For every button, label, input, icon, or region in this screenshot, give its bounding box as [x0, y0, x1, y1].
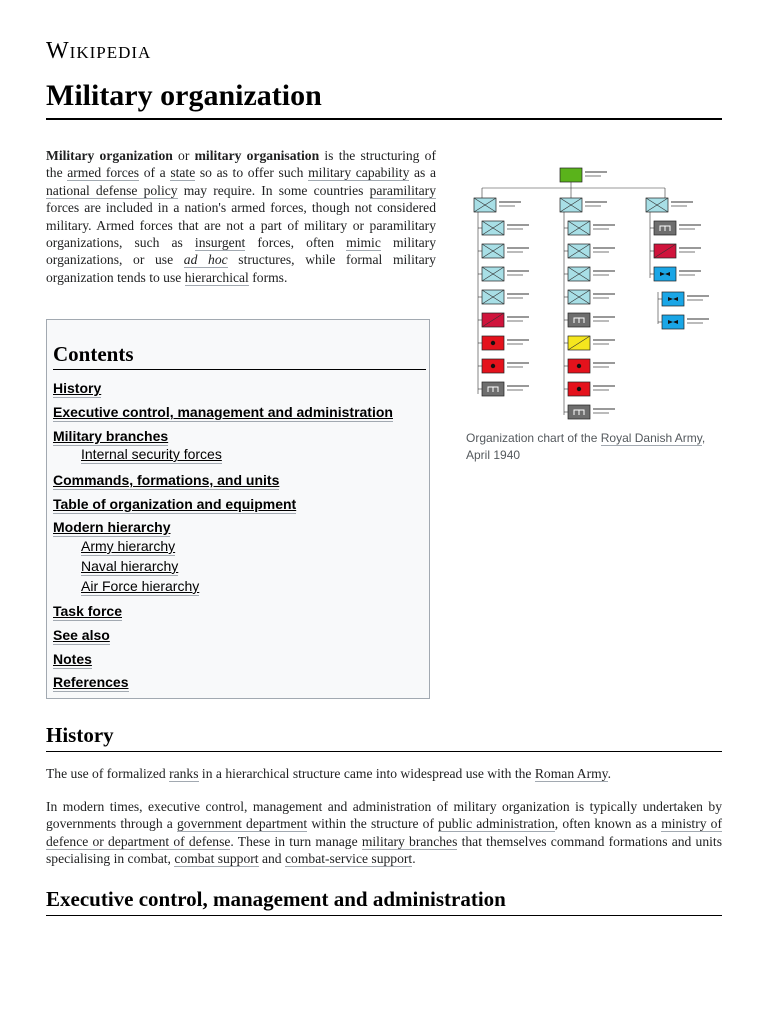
toc-title: Contents: [53, 342, 426, 370]
caption-prefix: Organization chart of the: [466, 431, 601, 445]
text-run: of a: [139, 165, 171, 181]
history-paragraph-1: [46, 765, 722, 782]
text-run: In modern times, executive control, management and administration of military organization is typically undertaken by governments through a: [46, 799, 722, 832]
text-run: in a hierarchical structure came into widespread use with the: [198, 766, 535, 781]
section-heading-history: History: [46, 722, 722, 752]
inline-link-mimic[interactable]: mimic: [346, 235, 381, 251]
bold-term: military organisation: [194, 148, 320, 163]
text-run: so as to offer such: [195, 165, 309, 181]
text-run: forms.: [248, 269, 288, 285]
figure-caption: [466, 430, 706, 464]
inline-link-military-branches[interactable]: military branches: [361, 833, 458, 849]
section-heading-executive-control: Executive control, management and administration: [46, 886, 722, 916]
text-run: as a: [409, 165, 436, 181]
toc-item-military-branches[interactable]: Military branches: [53, 428, 169, 444]
toc-item-notes[interactable]: Notes: [53, 651, 92, 667]
text-run: may require. In some countries: [177, 182, 370, 198]
inline-link-combat-support[interactable]: combat support: [174, 851, 259, 867]
text-run: and: [258, 851, 285, 867]
inline-link-combat-service-support[interactable]: combat-service support: [285, 851, 413, 867]
inline-link-state[interactable]: state: [170, 165, 196, 181]
inline-link-government-department[interactable]: government department: [176, 816, 308, 832]
text-run: .: [607, 766, 611, 781]
inline-link-ranks[interactable]: ranks: [169, 766, 199, 781]
inline-link-hierarchical[interactable]: hierarchical: [184, 269, 249, 285]
toc-item-see-also[interactable]: See also: [53, 627, 110, 643]
org-chart-image: [466, 160, 722, 426]
inline-link-military-capability[interactable]: military capability: [308, 165, 410, 181]
inline-link-roman-army[interactable]: Roman Army: [534, 766, 608, 781]
inline-link-insurgent[interactable]: insurgent: [194, 235, 246, 251]
toc-item-modern-hierarchy[interactable]: Modern hierarchy: [53, 519, 171, 535]
inline-link-paramilitary[interactable]: paramilitary: [369, 182, 436, 198]
inline-link-ministry-of-defence-or-department-of-defense[interactable]: ministry of defence or department of defense: [46, 816, 722, 849]
inline-link-national-defense-policy[interactable]: national defense policy: [46, 182, 178, 198]
text-run: that themselves command formations and units specialising in combat,: [46, 833, 722, 867]
bold-term: Military organization: [46, 148, 173, 163]
text-run: is the structuring of the: [46, 148, 437, 181]
text-run: , often known as a: [554, 816, 662, 832]
toc-item-history[interactable]: History: [53, 380, 102, 396]
text-run: forces, often: [245, 235, 347, 251]
text-run: structures, while formal military organization tends to use: [46, 252, 436, 285]
text-run: .: [412, 851, 416, 867]
table-of-contents: [46, 319, 430, 699]
toc-item-references[interactable]: References: [53, 674, 129, 690]
caption-suffix: , April 1940: [466, 431, 706, 462]
toc-item-table-of-organization-and-equipment[interactable]: Table of organization and equipment: [53, 496, 297, 512]
text-run: . These in turn manage: [230, 833, 362, 849]
toc-item-executive-control-management-and-administration[interactable]: Executive control, management and administration: [53, 404, 393, 420]
text-run: or: [172, 148, 195, 163]
text-run: military organizations, or use: [46, 235, 437, 268]
toc-item-task-force[interactable]: Task force: [53, 603, 122, 619]
inline-link-public-administration[interactable]: public administration: [438, 816, 555, 832]
toc-item-internal-security-forces[interactable]: Internal security forces: [81, 446, 222, 462]
text-run: within the structure of: [307, 816, 439, 832]
chart-node-general-command: [560, 168, 582, 182]
toc-item-army-hierarchy[interactable]: Army hierarchy: [81, 538, 176, 554]
inline-link-ad-hoc[interactable]: ad hoc: [183, 252, 228, 268]
org-chart-figure[interactable]: [466, 160, 722, 426]
caption-link-royal-danish-army[interactable]: Royal Danish Army: [600, 431, 702, 445]
wikipedia-wordmark[interactable]: Wikipedia: [46, 38, 152, 64]
page-title: Military organization: [46, 78, 722, 120]
intro-paragraph: [46, 147, 436, 286]
toc-item-naval-hierarchy[interactable]: Naval hierarchy: [81, 558, 179, 574]
text-run: The use of formalized: [46, 766, 170, 781]
toc-item-air-force-hierarchy[interactable]: Air Force hierarchy: [81, 578, 200, 594]
inline-link-armed-forces[interactable]: armed forces: [67, 165, 140, 181]
history-paragraph-2: [46, 798, 722, 868]
toc-item-commands-formations-and-units[interactable]: Commands, formations, and units: [53, 472, 280, 488]
text-run: forces are included in a nation's armed forces, though not considered military. Armed forces that are not a part of military or paramilitary organizations, such as: [46, 200, 436, 251]
